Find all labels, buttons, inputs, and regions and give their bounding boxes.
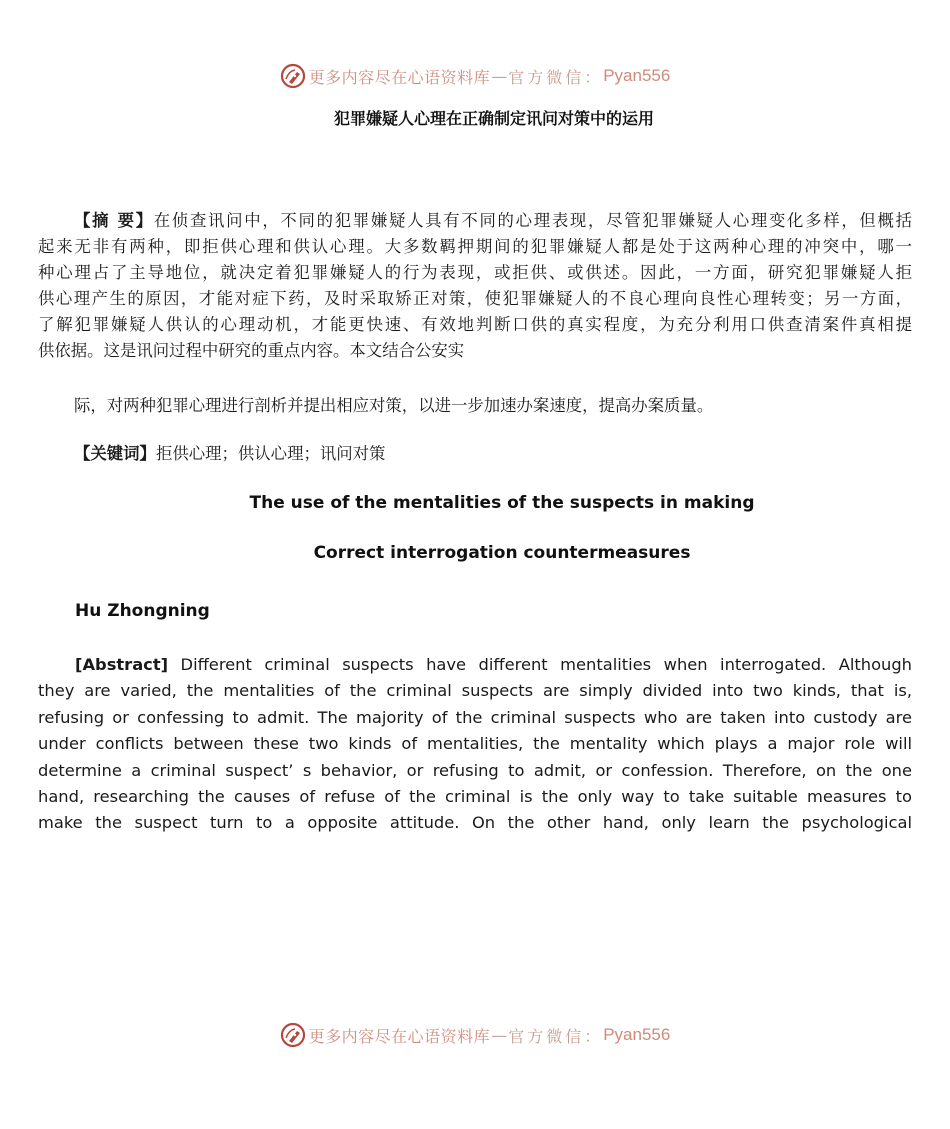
chinese-keywords (74, 441, 385, 467)
author-name: Hu Zhongning (75, 601, 210, 621)
english-abstract-line: make the suspect turn to a opposite attitude. On the other hand, only learn the psychological (38, 813, 912, 833)
watermark-wechat-id: Pyan556 (603, 66, 671, 85)
english-abstract-line: refusing or confessing to admit. The majority of the criminal suspects who are taken into custody are (38, 707, 912, 727)
watermark-text: 更多内容尽在心语资料库 (308, 67, 491, 87)
english-abstract-line: they are varied, the mentalities of the criminal suspects are simply divided into two kinds, that is, (38, 681, 912, 701)
watermark-label: 官方微信： (508, 1026, 604, 1046)
english-title-line-2: Correct interrogation countermeasures (313, 543, 691, 563)
english-abstract-line (38, 652, 912, 678)
watermark-text: 更多内容尽在心语资料库 (308, 1026, 491, 1046)
english-abstract-line: determine a criminal suspect’ s behavior, or refusing to admit, or confession. Therefore, on the one (38, 760, 912, 780)
chinese-abstract-line: 了解犯罪嫌疑人供认的心理动机，才能更快速、有效地判断口供的真实程度，为充分利用口供查清案件真相提 (38, 315, 912, 334)
chinese-abstract-line: 供依据。这是讯问过程中研究的重点内容。本文结合公安实 (38, 341, 465, 360)
header-watermark (0, 61, 950, 91)
chinese-abstract-line: 种心理占了主导地位，就决定着犯罪嫌疑人的行为表现，或拒供、或供述。因此，一方面，研究犯罪嫌疑人拒 (38, 263, 912, 282)
english-title-line-1: The use of the mentalities of the suspects in making (249, 493, 755, 513)
chinese-abstract-line: 供心理产生的原因，才能对症下药，及时采取矫正对策，使犯罪嫌疑人的不良心理向良性心理转变；另一方面， (38, 289, 912, 308)
chinese-abstract-label: 【摘 要】 (74, 211, 154, 230)
watermark-dash: — (491, 1025, 508, 1045)
keywords-text: 拒供心理；供认心理；讯问对策 (155, 444, 386, 463)
english-abstract-text: Different criminal suspects have different mentalities when interrogated. Although (168, 655, 912, 674)
chinese-abstract-continuation: 际，对两种犯罪心理进行剖析并提出相应对策，以进一步加速办案速度，提高办案质量。 (74, 396, 714, 415)
chinese-abstract-line: 起来无非有两种，即拒供心理和供认心理。大多数羁押期间的犯罪嫌疑人都是处于这两种心理的冲突中，哪一 (38, 237, 912, 256)
watermark-dash: — (491, 66, 508, 86)
keywords-label: 【关键词】 (74, 444, 156, 463)
watermark-wechat-id: Pyan556 (603, 1025, 671, 1044)
chinese-abstract-line (38, 208, 912, 234)
watermark-label: 官方微信： (508, 67, 604, 87)
pen-nib-logo-icon (280, 63, 306, 89)
chinese-abstract (38, 208, 912, 364)
pen-nib-logo-icon (280, 1022, 306, 1048)
english-abstract (38, 652, 912, 837)
english-abstract-line: hand, researching the causes of refuse of the criminal is the only way to take suitable measures to (38, 786, 912, 806)
chinese-title: 犯罪嫌疑人心理在正确制定讯问对策中的运用 (333, 109, 654, 128)
footer-watermark (0, 1020, 950, 1050)
english-abstract-label: [Abstract] (75, 655, 169, 674)
chinese-abstract-text: 在侦查讯问中，不同的犯罪嫌疑人具有不同的心理表现，尽管犯罪嫌疑人心理变化多样，但概括 (153, 211, 912, 230)
english-abstract-line: under conflicts between these two kinds of mentalities, the mentality which plays a major role will (38, 734, 912, 754)
